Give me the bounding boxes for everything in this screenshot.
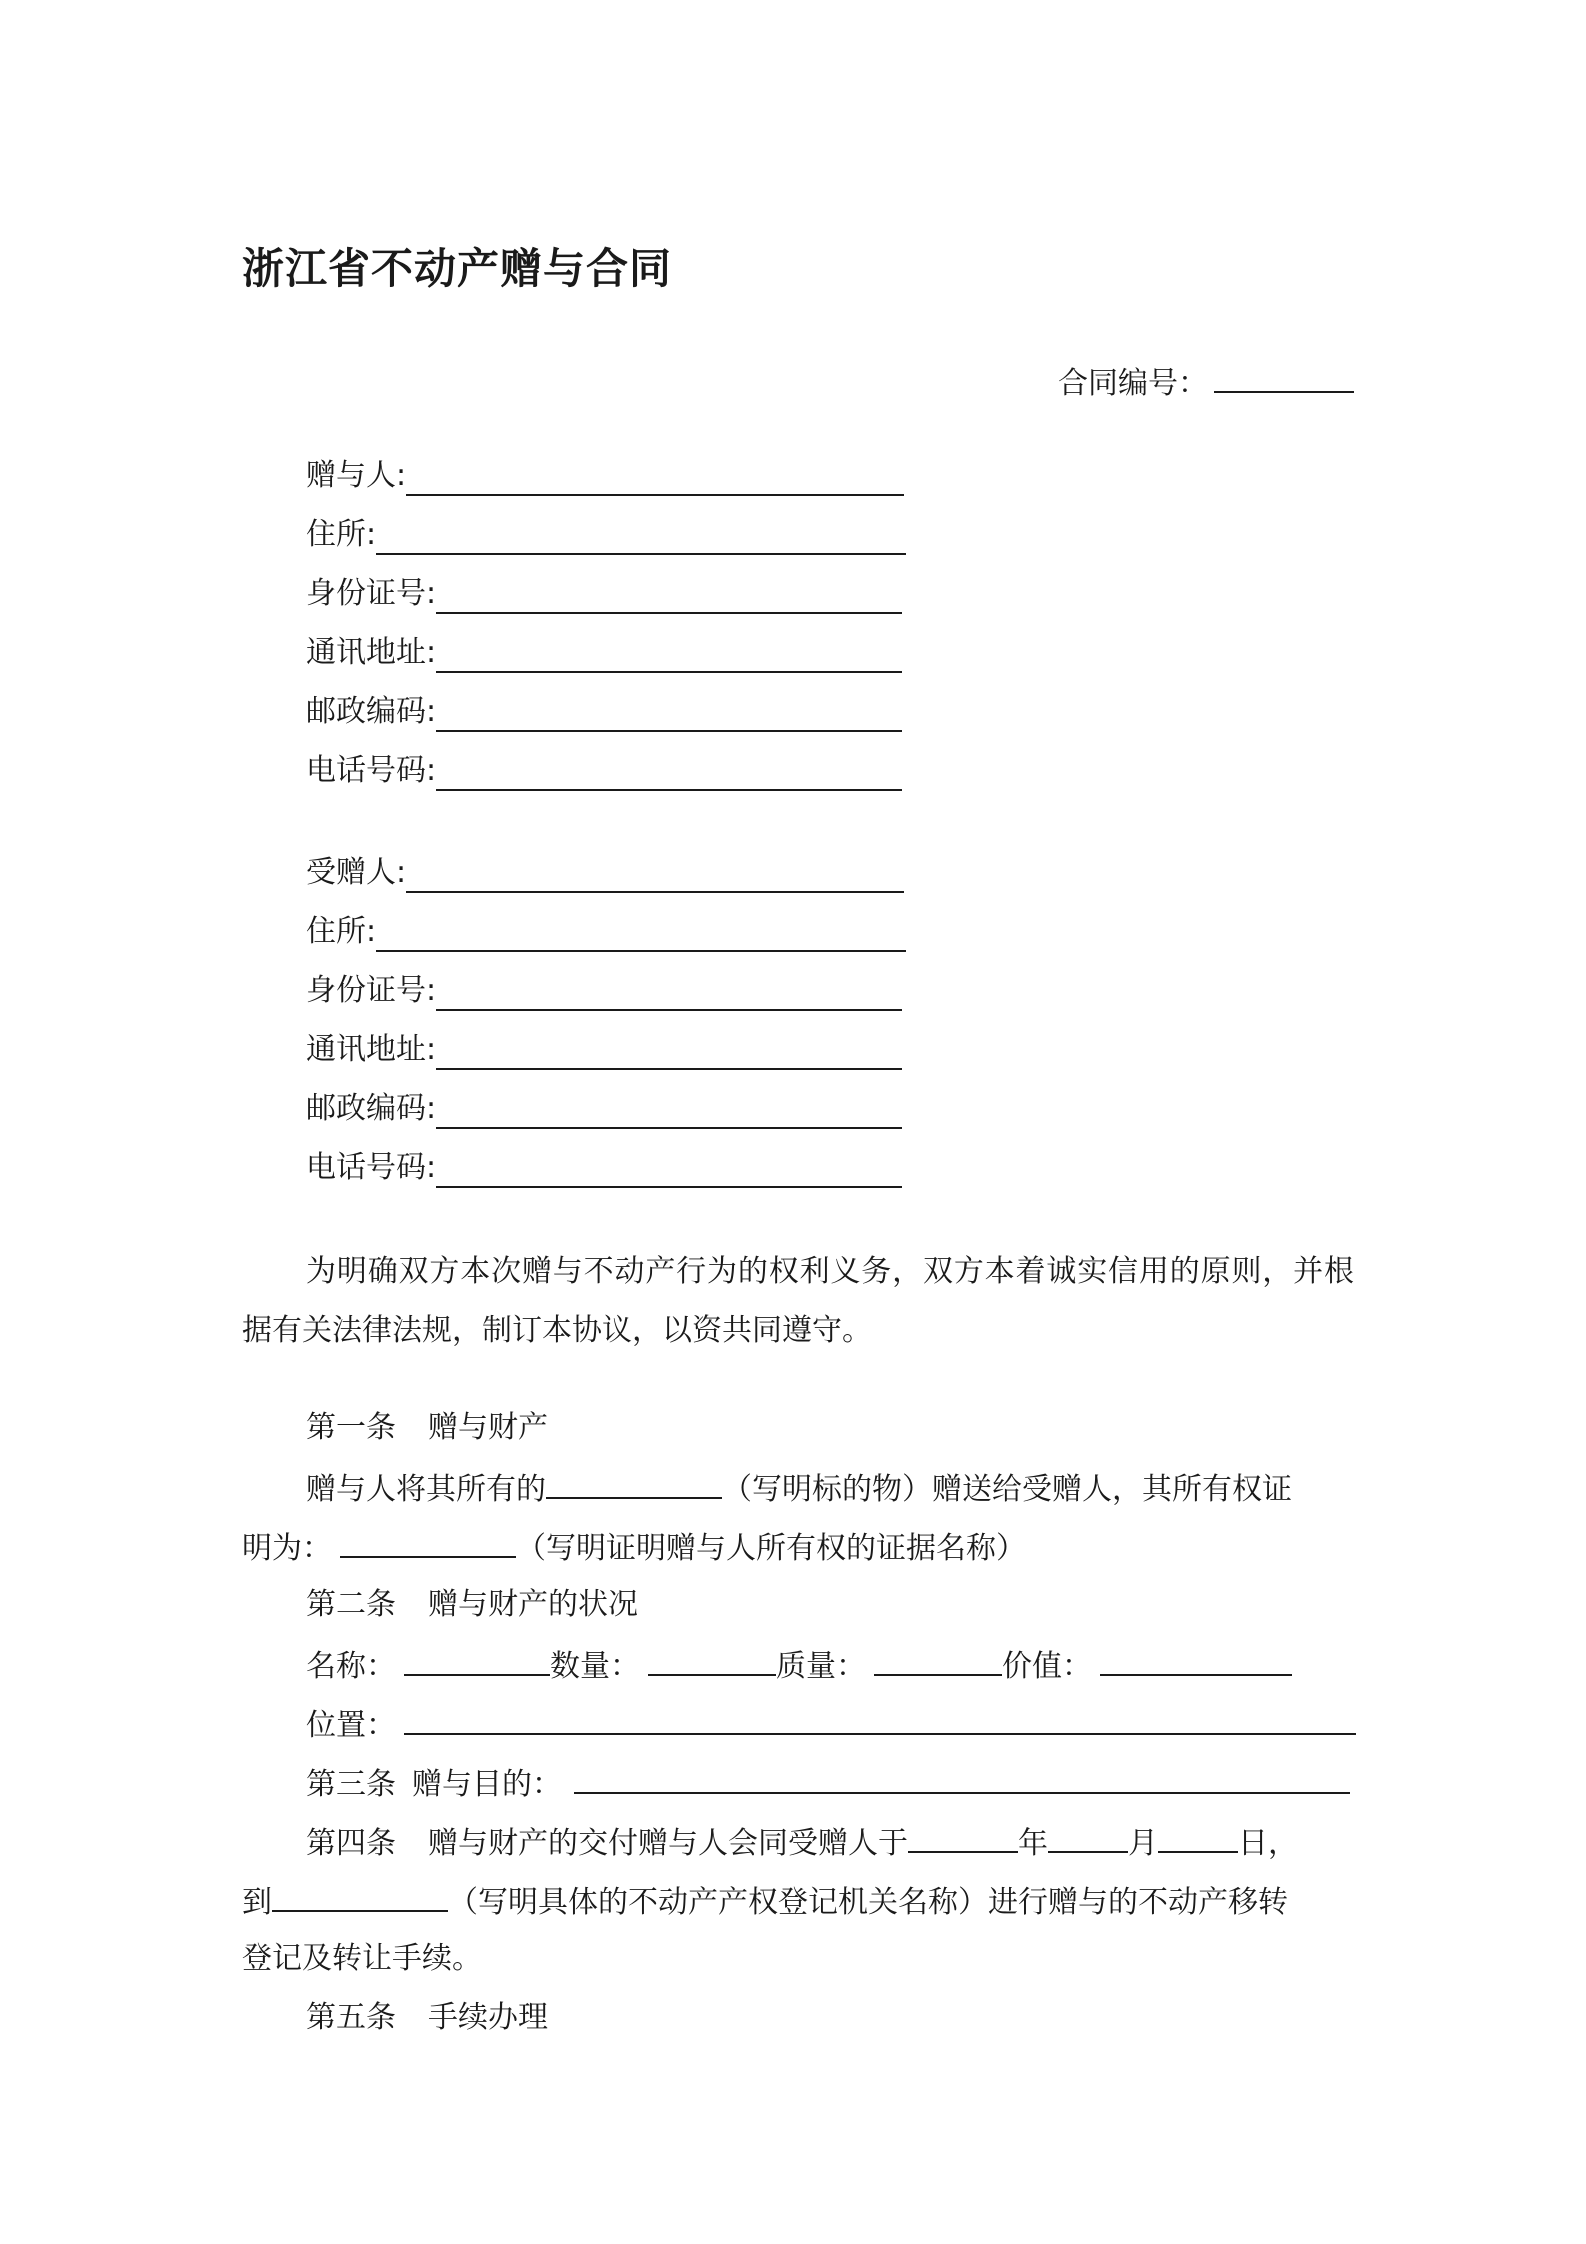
article-2-number: 第二条 (306, 1587, 396, 1622)
donor-postcode-blank[interactable] (436, 692, 902, 732)
donor-phone-blank[interactable] (436, 751, 902, 791)
article-1-text-b: （写明标的物）赠送给受赠人，其所有权证 (722, 1472, 1292, 1507)
donee-name-blank[interactable] (406, 853, 904, 893)
donor-postcode-field (306, 692, 902, 732)
donor-phone-field (306, 751, 902, 791)
article-2-heading (306, 1585, 638, 1625)
article-1-line-2 (242, 1526, 1026, 1569)
donor-address-field (306, 515, 906, 555)
donor-address-label: 住所: (306, 517, 377, 552)
delivery-month-blank[interactable] (1048, 1821, 1128, 1853)
donee-phone-field (306, 1148, 902, 1188)
donor-mail-address-field (306, 633, 902, 673)
property-name-blank[interactable] (404, 1644, 550, 1676)
article-5-title: 手续办理 (428, 2000, 548, 2035)
property-value-label: 价值： (1002, 1649, 1092, 1684)
donee-mail-address-field (306, 1030, 902, 1070)
donor-id-field (306, 574, 902, 614)
donor-name-label: 赠与人: (306, 458, 407, 493)
property-location-blank[interactable] (404, 1703, 1356, 1735)
donee-name-field (306, 853, 904, 893)
day-label: 日， (1238, 1826, 1298, 1861)
donor-id-blank[interactable] (436, 574, 902, 614)
article-1-text-a: 赠与人将其所有的 (306, 1472, 546, 1507)
article-1-text-c: 明为： (242, 1531, 332, 1566)
article-4-line-3: 登记及转让手续。 (242, 1941, 482, 1976)
article-1-text-d: （写明证明赠与人所有权的证据名称） (516, 1531, 1026, 1566)
donee-phone-blank[interactable] (436, 1148, 902, 1188)
donee-mail-address-label: 通讯地址: (306, 1032, 437, 1067)
donee-address-field (306, 912, 906, 952)
article-1-title: 赠与财产 (428, 1410, 548, 1445)
donee-name-label: 受赠人: (306, 855, 407, 890)
article-2-location-line (306, 1703, 1356, 1746)
donee-postcode-field (306, 1089, 902, 1129)
donee-postcode-label: 邮政编码: (306, 1091, 437, 1126)
article-4-text-b: 到 (242, 1885, 272, 1920)
donor-name-blank[interactable] (406, 456, 904, 496)
article-3-number: 第三条 (306, 1767, 396, 1802)
article-1-number: 第一条 (306, 1410, 396, 1445)
month-label: 月 (1128, 1826, 1158, 1861)
article-5-heading (306, 1998, 548, 2038)
contract-number (1058, 358, 1354, 402)
donor-id-label: 身份证号: (306, 576, 437, 611)
donor-address-blank[interactable] (376, 515, 906, 555)
donee-address-label: 住所: (306, 914, 377, 949)
registration-authority-blank[interactable] (272, 1880, 448, 1912)
property-quality-blank[interactable] (874, 1644, 1002, 1676)
gift-purpose-label: 赠与目的： (412, 1767, 562, 1802)
donee-postcode-blank[interactable] (436, 1089, 902, 1129)
donee-id-field (306, 971, 902, 1011)
gift-object-blank[interactable] (546, 1467, 722, 1499)
gift-purpose-blank[interactable] (574, 1762, 1350, 1794)
article-4-line-2 (242, 1880, 1288, 1923)
article-4-line-1 (306, 1821, 1298, 1864)
contract-number-label: 合同编号： (1058, 366, 1208, 401)
article-2-property-line (306, 1644, 1292, 1687)
preamble-paragraph: 为明确双方本次赠与不动产行为的权利义务，双方本着诚实信用的原则，并根据有关法律法规，制订本协议，以资共同遵守。 (242, 1254, 1354, 1348)
article-1-heading (306, 1408, 548, 1448)
property-quantity-label: 数量： (550, 1649, 640, 1684)
year-label: 年 (1018, 1826, 1048, 1861)
donor-mail-address-blank[interactable] (436, 633, 902, 673)
property-quantity-blank[interactable] (648, 1644, 776, 1676)
donor-name-field (306, 456, 904, 496)
donee-mail-address-blank[interactable] (436, 1030, 902, 1070)
article-3-line (306, 1762, 1350, 1805)
delivery-day-blank[interactable] (1158, 1821, 1238, 1853)
property-value-blank[interactable] (1100, 1644, 1292, 1676)
article-5-number: 第五条 (306, 2000, 396, 2035)
donor-postcode-label: 邮政编码: (306, 694, 437, 729)
property-location-label: 位置： (306, 1708, 396, 1743)
article-4-number: 第四条 (306, 1826, 396, 1861)
property-name-label: 名称： (306, 1649, 396, 1684)
donee-id-blank[interactable] (436, 971, 902, 1011)
article-2-title: 赠与财产的状况 (428, 1587, 638, 1622)
ownership-certificate-blank[interactable] (340, 1526, 516, 1558)
donee-id-label: 身份证号: (306, 973, 437, 1008)
property-quality-label: 质量： (776, 1649, 866, 1684)
donor-phone-label: 电话号码: (306, 753, 437, 788)
contract-number-blank[interactable] (1214, 369, 1354, 393)
donor-mail-address-label: 通讯地址: (306, 635, 437, 670)
document-title: 浙江省不动产赠与合同 (242, 244, 673, 293)
article-4-text-a: 赠与财产的交付赠与人会同受赠人于 (428, 1826, 908, 1861)
donee-phone-label: 电话号码: (306, 1150, 437, 1185)
article-4-text-c: （写明具体的不动产产权登记机关名称）进行赠与的不动产移转 (448, 1885, 1288, 1920)
donee-address-blank[interactable] (376, 912, 906, 952)
article-1-line-1 (306, 1467, 1292, 1510)
delivery-year-blank[interactable] (908, 1821, 1018, 1853)
